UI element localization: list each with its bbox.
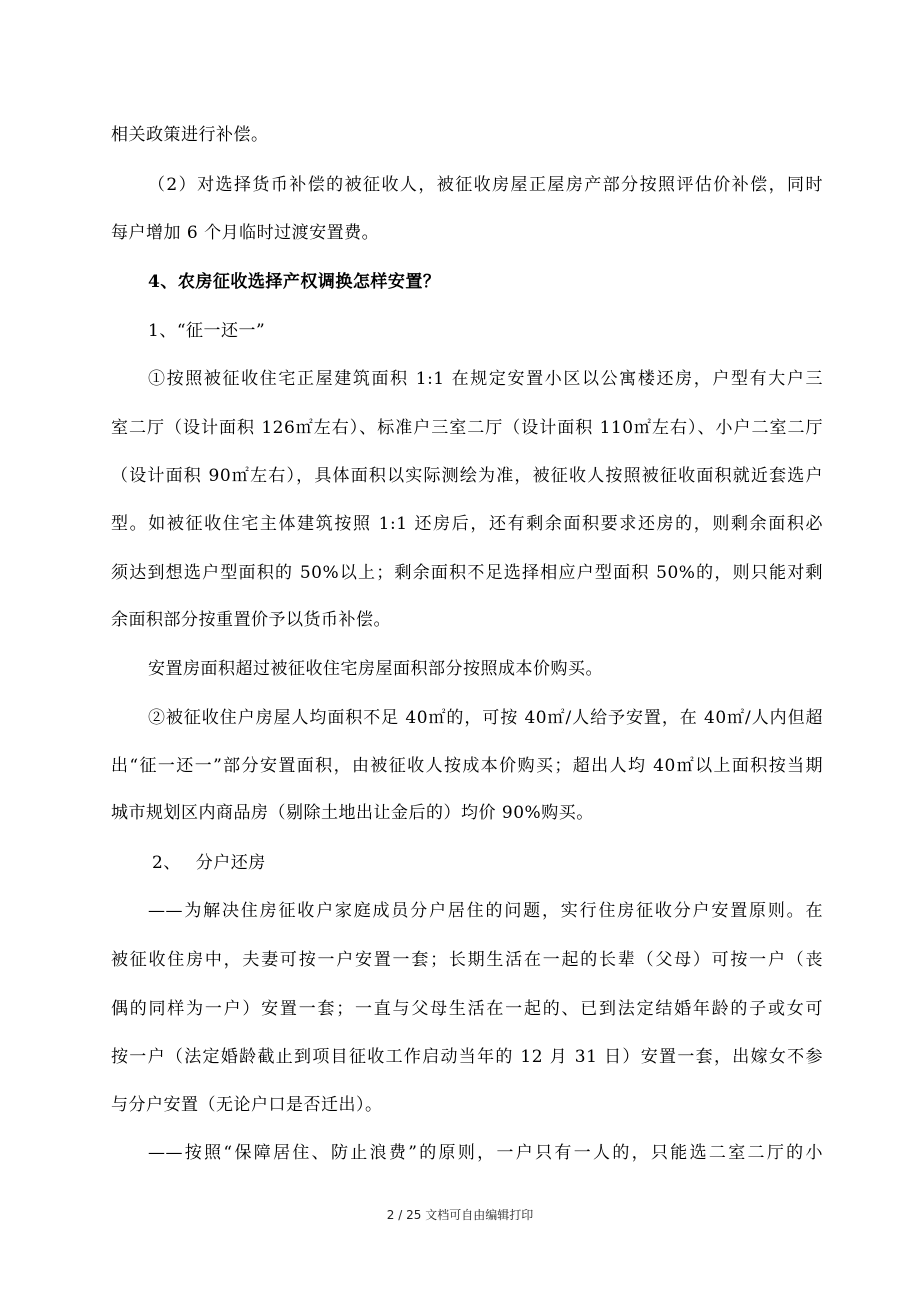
text-line: ②被征收住户房屋人均面积不足 40㎡的，可按 40㎡/人给予安置，在 40㎡/人内但超 [148, 708, 823, 728]
text-line: 室二厅（设计面积 126㎡左右）、标准户三室二厅（设计面积 110㎡左右）、小户二室二厅 [111, 418, 823, 438]
text-line: 按一户（法定婚龄截止到项目征收工作启动当年的 12 月 31 日）安置一套，出嫁女不参 [111, 1047, 823, 1067]
text-line: （设计面积 90㎡左右），具体面积以实际测绘为准，被征收人按照被征收面积就近套选户 [111, 466, 823, 486]
text-line: 偶的同样为一户）安置一套；一直与父母生活在一起的、已到法定结婚年龄的子或女可 [111, 999, 823, 1019]
text-line: 余面积部分按重置价予以货币补偿。 [111, 610, 391, 630]
text-line: ——为解决住房征收户家庭成员分户居住的问题，实行住房征收分户安置原则。在 [148, 901, 823, 921]
page-footer: 2 / 25 文档可自由编辑打印 [386, 1208, 534, 1222]
text-line: （2）对选择货币补偿的被征收人，被征收房屋正屋房产部分按照评估价补偿，同时 [148, 175, 823, 195]
subsection-heading: 1、“征一还一” [148, 321, 266, 341]
subsection-heading: 2、 分户还房 [152, 853, 266, 873]
text-line: 型。如被征收住宅主体建筑按照 1:1 还房后，还有剩余面积要求还房的，则剩余面积必 [111, 514, 823, 534]
text-line: 安置房面积超过被征收住宅房屋面积部分按照成本价购买。 [148, 659, 603, 679]
text-line: 相关政策进行补偿。 [111, 125, 269, 145]
text-line: 与分户安置（无论户口是否迁出）。 [111, 1095, 383, 1115]
text-line: 城市规划区内商品房（剔除土地出让金后的）均价 90%购买。 [111, 803, 594, 823]
section-heading: 4、农房征收选择产权调换怎样安置？ [148, 272, 441, 292]
text-line: ①按照被征收住宅正屋建筑面积 1:1 在规定安置小区以公寓楼还房，户型有大户三 [148, 369, 823, 389]
text-line: 须达到想选户型面积的 50%以上；剩余面积不足选择相应户型面积 50%的，则只能对剩 [111, 563, 823, 583]
text-line: 每户增加 6 个月临时过渡安置费。 [111, 223, 380, 243]
text-line: 被征收住房中，夫妻可按一户安置一套；长期生活在一起的长辈（父母）可按一户（丧 [111, 950, 823, 970]
text-line: 出“征一还一”部分安置面积，由被征收人按成本价购买；超出人均 40㎡以上面积按当期 [111, 756, 823, 776]
text-line: ——按照“保障居住、防止浪费”的原则，一户只有一人的，只能选二室二厅的小 [148, 1143, 823, 1163]
